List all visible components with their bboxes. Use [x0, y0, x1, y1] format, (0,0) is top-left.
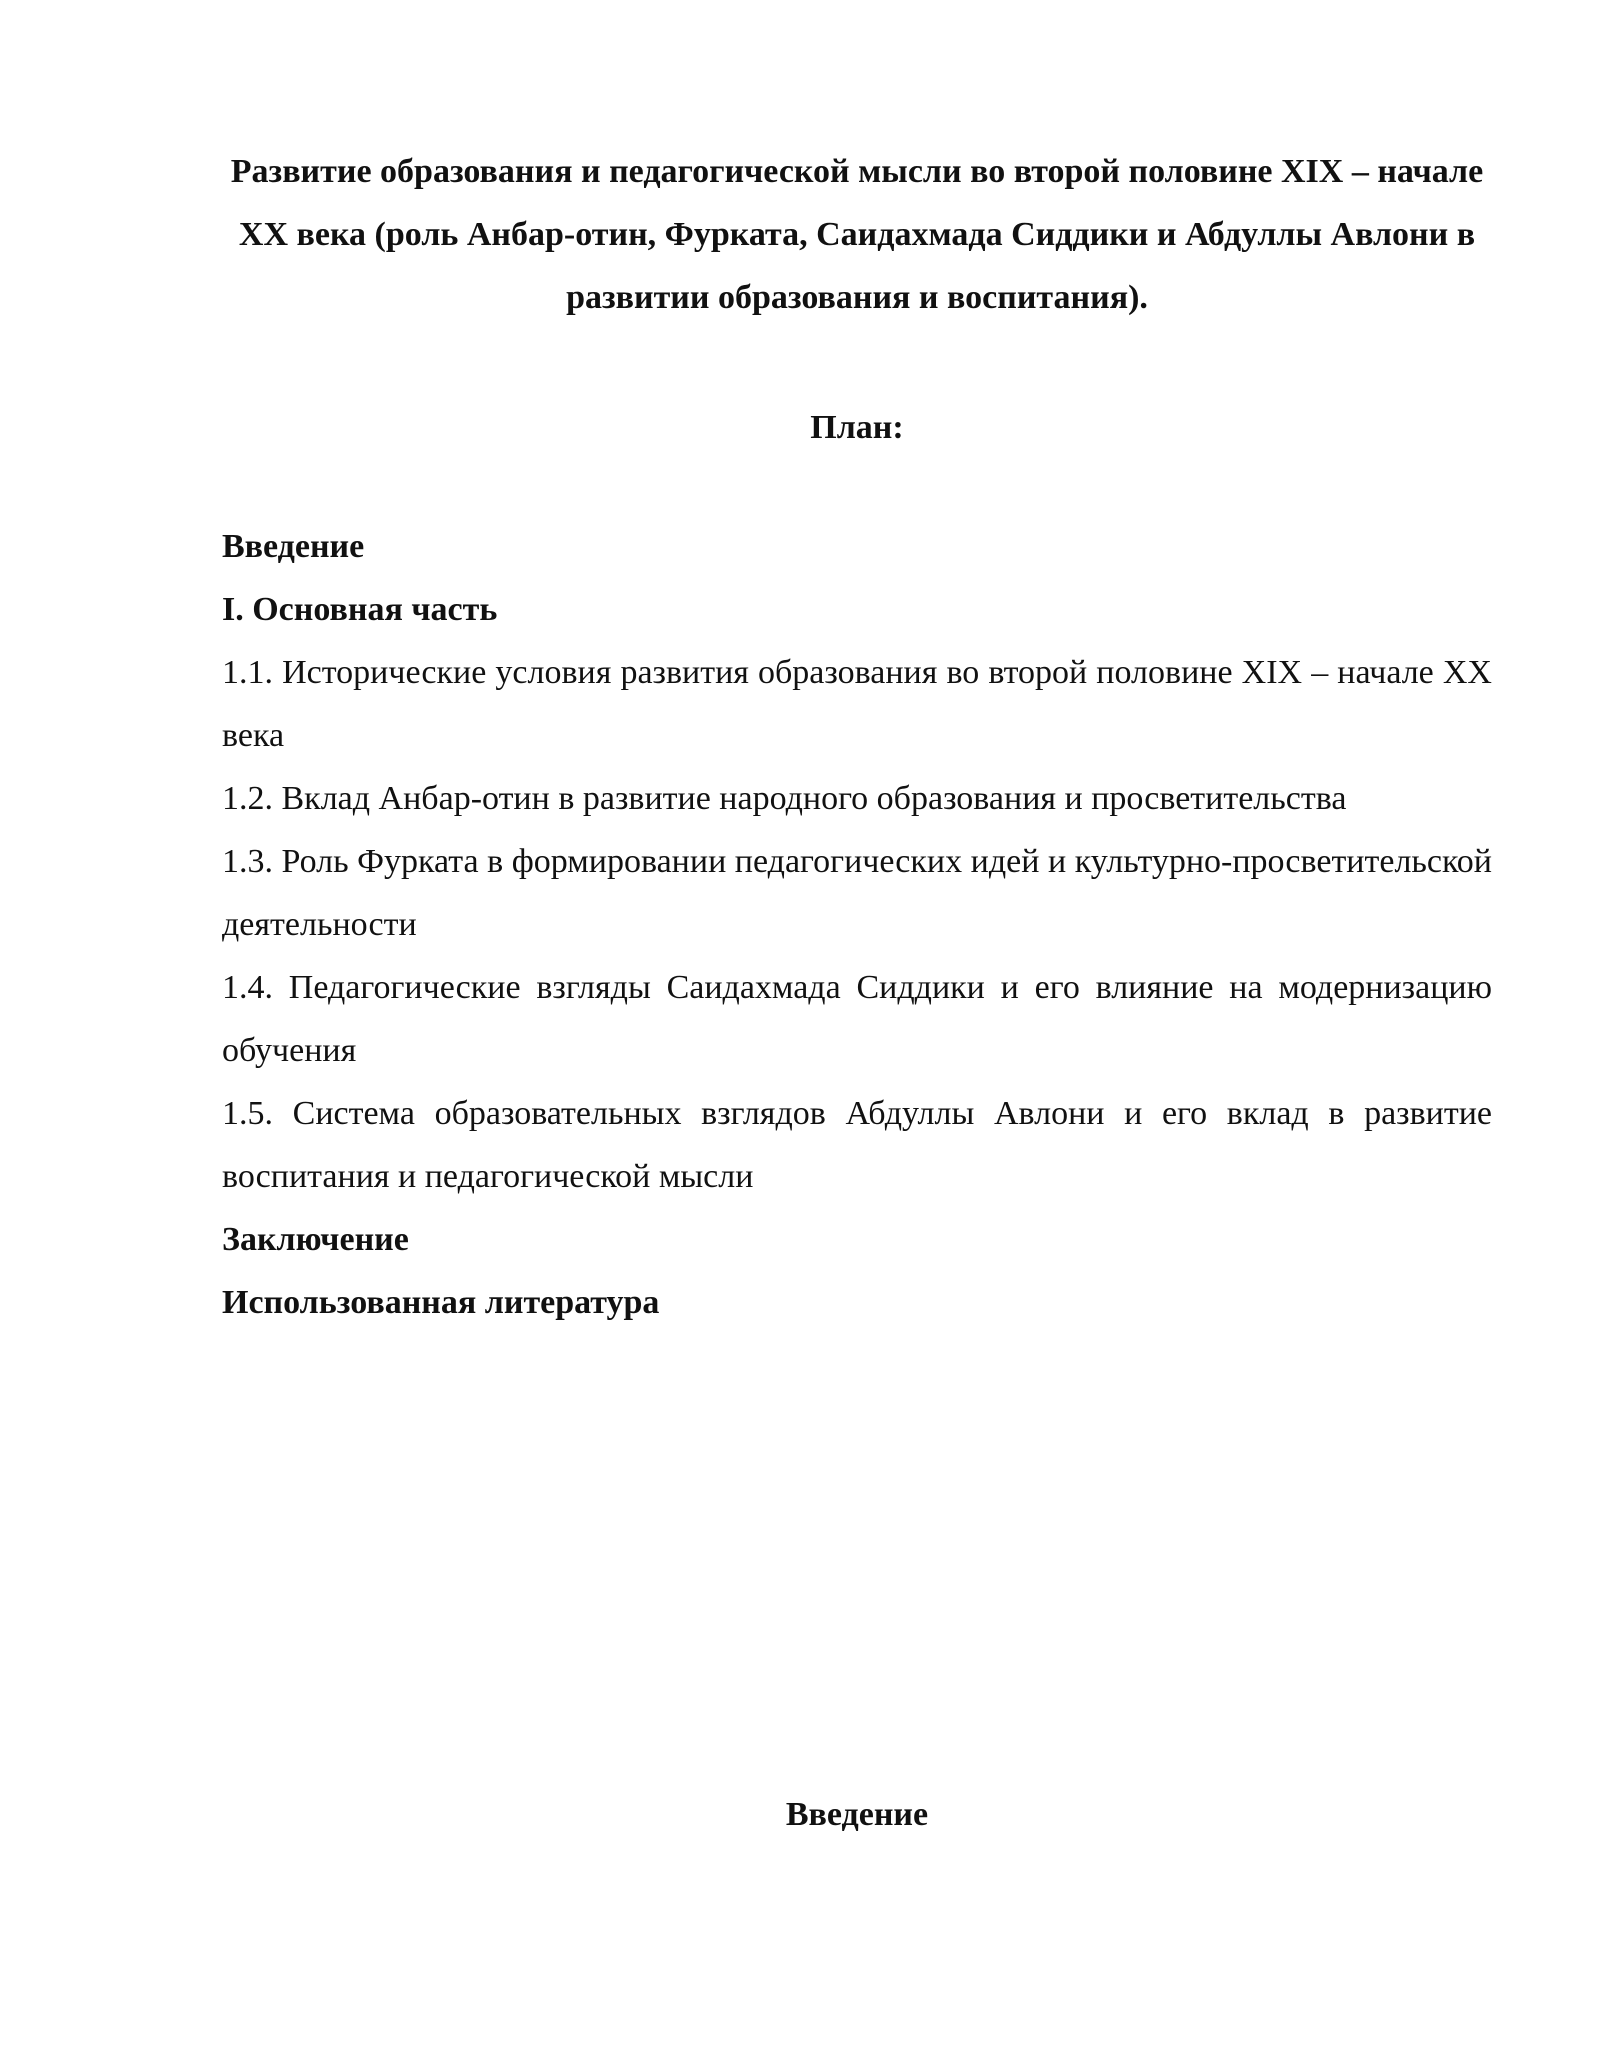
toc-item-1-3: 1.3. Роль Фурката в формировании педагогических идей и культурно-просветительской деятельности	[222, 843, 1492, 943]
toc-item-literature: Использованная литература	[222, 1284, 660, 1321]
document-title: Развитие образования и педагогической мысли во второй половине XIX – начале XX века (роль Анбар-отин, Фурката, Саидахмада Сиддики и Абдуллы Авлони в развитии образования и воспитания).	[230, 153, 1484, 316]
table-of-contents	[222, 515, 1492, 1334]
section-heading-intro: Введение	[785, 1796, 929, 1833]
toc-item-1-4: 1.4. Педагогические взгляды Саидахмада Сиддики и его влияние на модернизацию обучения	[222, 969, 1492, 1069]
toc-item-conclusion: Заключение	[222, 1221, 409, 1258]
toc-item-main-part: I. Основная часть	[222, 591, 498, 628]
toc-item-intro: Введение	[222, 528, 365, 565]
plan-heading: План:	[810, 409, 904, 446]
toc-item-1-1: 1.1. Исторические условия развития образования во второй половине XIX – начале XX века	[222, 654, 1492, 754]
toc-item-1-2: 1.2. Вклад Анбар-отин в развитие народного образования и просветительства	[222, 780, 1347, 817]
toc-item-1-5: 1.5. Система образовательных взглядов Абдуллы Авлони и его вклад в развитие воспитания и педагогической мысли	[222, 1095, 1492, 1195]
